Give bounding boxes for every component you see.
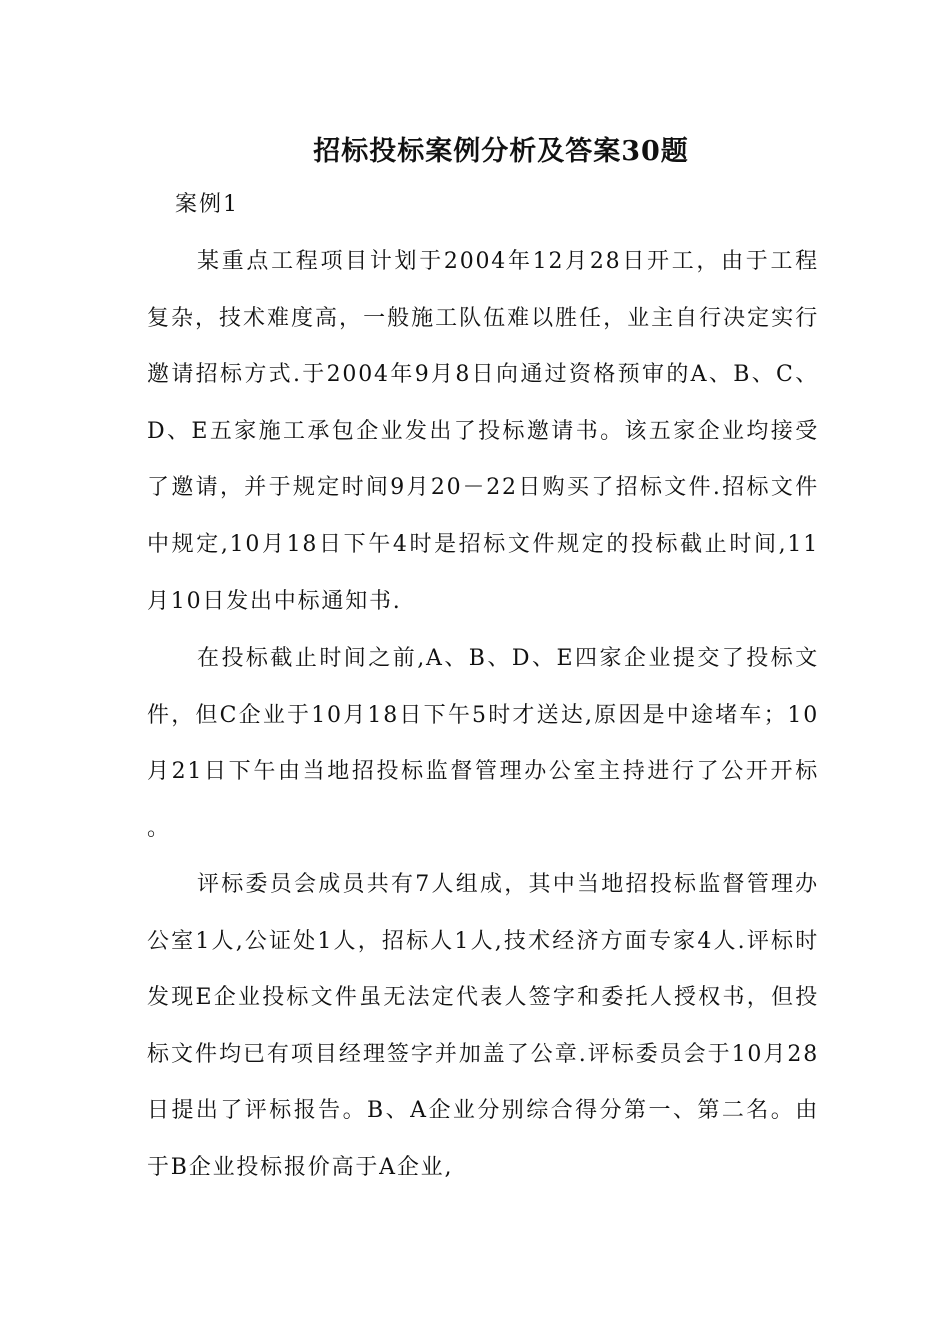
paragraph-bid-opening: 在投标截止时间之前,A、B、D、E四家企业提交了投标文件，但C企业于10月18日下午5时才送达,原因是中途堵车；10月21日下午由当地招投标监督管理办公室主持进行了公开开标。	[147, 646, 819, 841]
case-label: 案例1	[175, 192, 239, 217]
document-title: 招标投标案例分析及答案30题	[313, 136, 689, 167]
paragraph-case-background: 某重点工程项目计划于2004年12月28日开工，由于工程复杂，技术难度高，一般施工队伍难以胜任，业主自行决定实行邀请招标方式.于2004年9月8日向通过资格预审的A、B、C、D、E五家施工承包企业发出了投标邀请书。该五家企业均接受了邀请，并于规定时间9月20－22日购买了招标文件.招标文件中规定,10月18日下午4时是招标文件规定的投标截止时间,11月10日发出中标通知书.	[147, 249, 819, 614]
paragraph-evaluation: 评标委员会成员共有7人组成，其中当地招投标监督管理办公室1人,公证处1人，招标人1人,技术经济方面专家4人.评标时发现E企业投标文件虽无法定代表人签字和委托人授权书，但投标文件均已有项目经理签字并加盖了公章.评标委员会于10月28日提出了评标报告。B、A企业分别综合得分第一、第二名。由于B企业投标报价高于A企业,	[147, 872, 819, 1180]
